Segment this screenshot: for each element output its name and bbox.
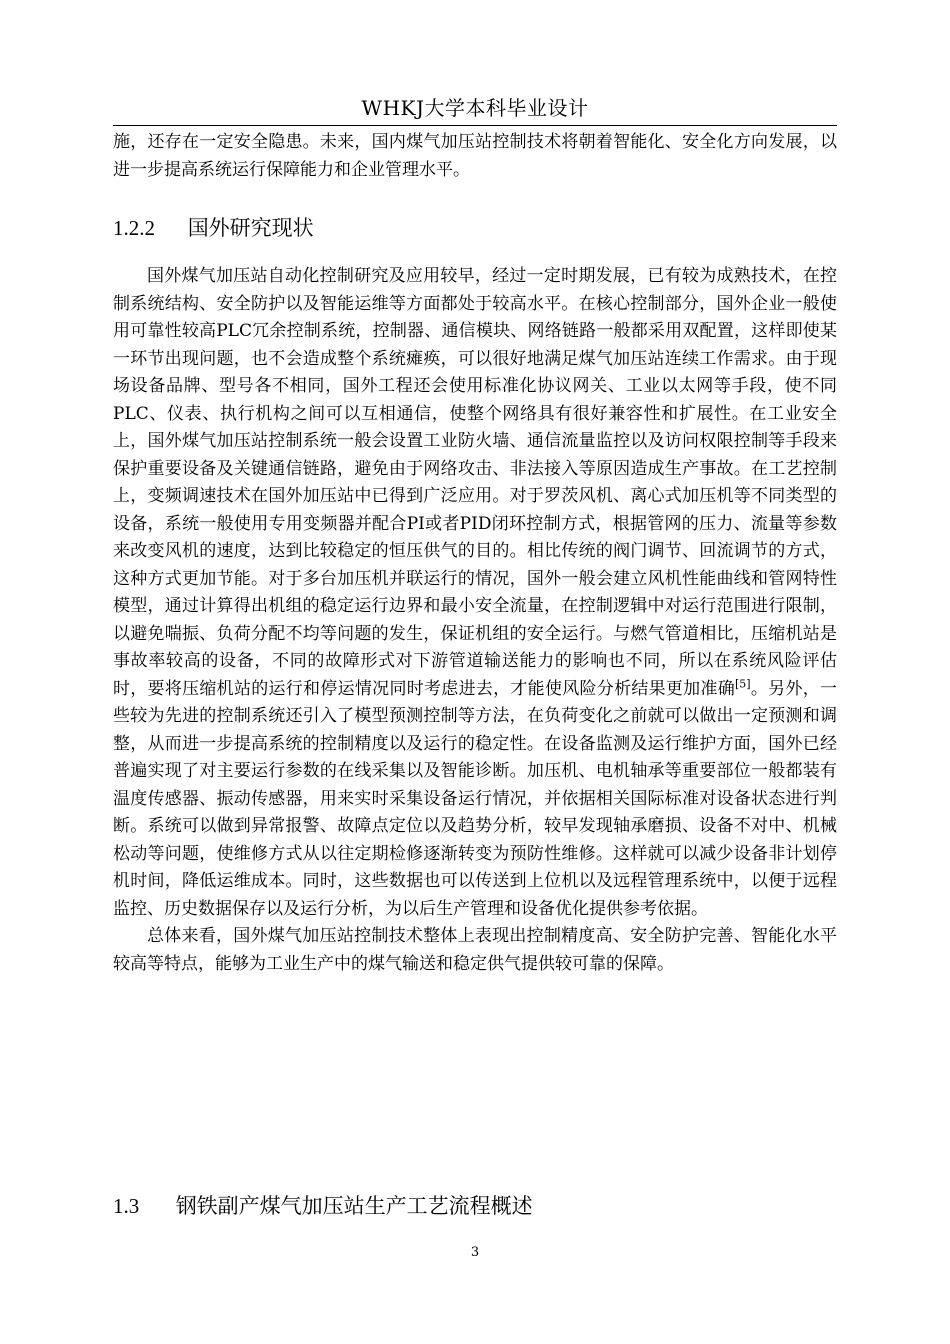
- section-title: 国外研究现状: [187, 216, 314, 240]
- page-number: 3: [470, 1245, 480, 1260]
- page-header-title: WHKJ大学本科毕业设计: [361, 96, 589, 120]
- section-number: 1.2.2: [113, 216, 155, 240]
- paragraph-text: 国外煤气加压站自动化控制研究及应用较早，经过一定时期发展，已有较为成熟技术，在控制系统结构、安全防护以及智能运维等方面都处于较高水平。在核心控制部分，国外企业一般使用可靠性较高PLC冗余控制系统，控制器、通信模块、网络链路一般都采用双配置，这样即使某一环节出现问题，也不会造成整个系统瘫痪，可以很好地满足煤气加压站连续工作需求。由于现场设备品牌、型号各不相同，国外工程还会使用标准化协议网关、工业以太网等手段，使不同PLC、仪表、执行机构之间可以互相通信，使整个网络具有很好兼容性和扩展性。在工业安全上，国外煤气加压站控制系统一般会设置工业防火墙、通信流量监控以及访问权限控制等手段来保护重要设备及关键通信链路，避免由于网络攻击、非法接入等原因造成生产事故。在工艺控制上，变频调速技术在国外加压站中已得到广泛应用。对于罗茨风机、离心式加压机等不同类型的设备，系统一般使用专用变频器并配合PI或者PID闭环控制方式，根据管网的压力、流量等参数来改变风机的速度，达到比较稳定的恒压供气的目的。相比传统的阀门调节、回流调节的方式，这种方式更加节能。对于多台加压机并联运行的情况，国外一般会建立风机性能曲线和管网特性模型，通过计算得出机组的稳定运行边界和最小安全流量，在控制逻辑中对运行范围进行限制，以避免喘振、负荷分配不均等问题的发生，保证机组的安全运行。与燃气管道相比，压缩机站是事故率较高的设备，不同的故障形式对下游管道输送能力的影响也不同，所以在系统风险评估时，要将压缩机站的运行和停运情况同时考虑进去，才能使风险分析结果更加准确: [113, 266, 837, 699]
- section-number: 1.3: [113, 1194, 140, 1218]
- body-paragraph-2: 总体来看，国外煤气加压站控制技术整体上表现出控制精度高、安全防护完善、智能化水平较高等特点，能够为工业生产中的煤气输送和稳定供气提供较可靠的保障。: [113, 926, 837, 974]
- continuation-paragraph: 施，还存在一定安全隐患。未来，国内煤气加压站控制技术将朝着智能化、安全化方向发展，以进一步提高系统运行保障能力和企业管理水平。: [113, 132, 837, 180]
- paragraph-text-continued: 。另外，一些较为先进的控制系统还引入了模型预测控制等方法，在负荷变化之前就可以做出一定预测和调整，从而进一步提高系统的控制精度以及运行的稳定性。在设备监测及运行维护方面，国外已经普遍实现了对主要运行参数的在线采集以及智能诊断。加压机、电机轴承等重要部位一般都装有温度传感器、振动传感器，用来实时采集设备运行情况，并依据相关国际标准对设备状态进行判断。系统可以做到异常报警、故障点定位以及趋势分析，较早发现轴承磨损、设备不对中、机械松动等问题，使维修方式从以往定期检修逐渐转变为预防性维修。这样就可以减少设备非计划停机时间，降低运维成本。同时，这些数据也可以传送到上位机以及远程管理系统中，以便于远程监控、历史数据保存以及运行分析，为以后生产管理和设备优化提供参考依据。: [113, 678, 838, 919]
- header-divider: [113, 125, 837, 126]
- body-paragraph-1: [113, 263, 837, 923]
- section-heading-1-3: [113, 1192, 837, 1220]
- citation-ref: [5]: [735, 676, 751, 690]
- section-title: 钢铁副产煤气加压站生产工艺流程概述: [175, 1194, 533, 1218]
- continuation-block: [113, 129, 837, 184]
- section-heading-1-2-2: [113, 214, 837, 242]
- section-body-1-2-2: [113, 263, 837, 978]
